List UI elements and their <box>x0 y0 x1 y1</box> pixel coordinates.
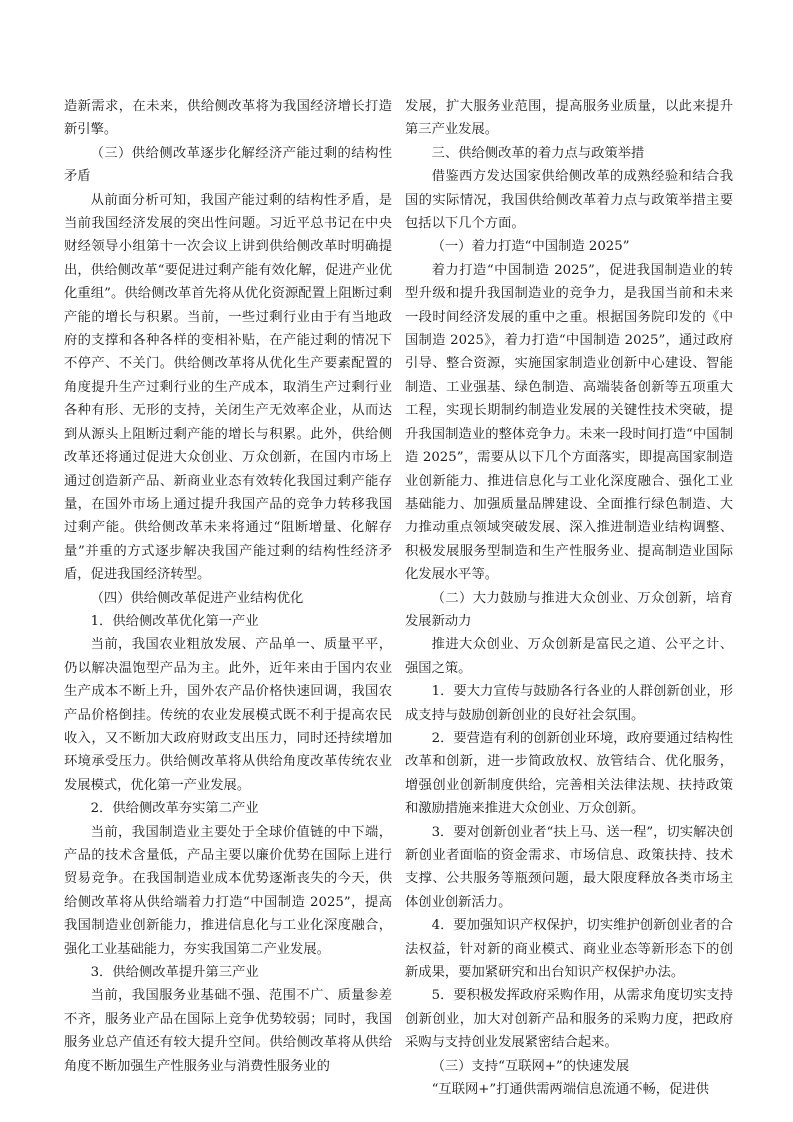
subsection-heading: 1．供给侧改革优化第一产业 <box>90 613 259 629</box>
body-paragraph: 从前面分析可知，我国产能过剩的结构性矛盾，是当前我国经济发展的突出性问题。习近平总书记在中央财经领导小组第十一次会议上讲到供给侧改革时明确提出，供给侧改革“要促进过剩产能有效化解，促进产业优化重组”。供给侧改革首先将从优化资源配置上阻断过剩产能的增长与积累。当前，一些过剩行业由于有当地政府的支撑和各种各样的变相补贴，在产能过剩的情况下不停产、不关门。供给侧改革将从优化生产要素配置的角度提升生产过剩行业的生产成本，取消生产过剩行业各种有形、无形的支持，关闭生产无效率企业，从而达到从源头上阻断过剩产能的增长与积累。此外，供给侧改革还将通过促进大众创业、万众创新，在国内市场上通过创造新产品、新商业业态有效转化我国过剩产能存量，在国外市场上通过提升我国产品的竞争力转移我国过剩产能。供给侧改革未来将通过“阻断增量、化解存量”并重的方式逐步解决我国产能过剩的结构性经济矛盾，促进我国经济转型。 <box>64 192 392 583</box>
list-item: 2．要营造有利的创新创业环境，政府要通过结构性改革和创新，进一步简政放权、放管结合、优化服务，增强创业创新制度供给，完善相关法律法规、扶持政策和激励措施来推进大众创业、万众创新。 <box>405 730 733 817</box>
chapter-heading: 三、供给侧改革的着力点与政策举措 <box>431 145 645 161</box>
body-paragraph: 推进大众创业、万众创新是富民之道、公平之计、强国之策。 <box>405 637 733 676</box>
subsection-heading: 2．供给侧改革夯实第二产业 <box>90 801 259 817</box>
section-heading: （一）着力打造“中国制造 2025” <box>431 239 630 255</box>
right-column <box>405 95 733 1101</box>
list-item: 3．要对创新创业者“扶上马、送一程”，切实解决创新创业者面临的资金需求、市场信息、政策扶持、技术支撑、公共服务等瓶颈问题，最大限度释放各类市场主体创业创新活力。 <box>405 824 733 910</box>
list-item: 5．要积极发挥政府采购作用，从需求角度切实支持创新创业，加大对创新产品和服务的采购力度，把政府采购与支持创业发展紧密结合起来。 <box>405 988 733 1051</box>
body-paragraph: 当前，我国服务业基础不强、范围不广、质量参差不齐，服务业产品在国际上竞争优势较弱；同时，我国服务业总产值还有较大提升空间。供给侧改革将从供给角度不断加强生产性服务业与消费性服务业的 <box>64 988 392 1074</box>
body-paragraph: 当前，我国农业粗放发展、产品单一、质量平平，仍以解决温饱型产品为主。此外，近年来由于国内农业生产成本不断上升，国外农产品价格快速回调，我国农产品价格倒挂。传统的农业发展模式既不利于提高农民收入，又不断加大政府财政支出压力，同时还持续增加环境承受压力。供给侧改革将从供给角度改革传统农业发展模式，优化第一产业发展。 <box>64 637 392 793</box>
continuation-paragraph: 发展，扩大服务业范围，提高服务业质量，以此来提升第三产业发展。 <box>405 99 733 138</box>
section-heading: （四）供给侧改革促进产业结构优化 <box>90 590 304 606</box>
body-paragraph: 当前，我国制造业主要处于全球价值链的中下端，产品的技术含量低，产品主要以廉价优势在国际上进行贸易竞争。在我国制造业成本优势逐渐丧失的今天，供给侧改革将从供给端着力打造“中国制造 2025”，提高我国制造业创新能力，推进信息化与工业化深度融合，强化工业基础能力，夯实我国第二产业发展。 <box>64 824 392 957</box>
body-paragraph: 着力打造“中国制造 2025”，促进我国制造业的转型升级和提升我国制造业的竞争力，是我国当前和未来一段时间经济发展的重中之重。根据国务院印发的《中国制造 2025》，着力打造“中国制造 2025”，通过政府引导、整合资源，实施国家制造业创新中心建设、智能制造、工业强基、绿色制造、高端装备创新等五项重大工程，实现长期制约制造业发展的关键性技术突破，提升我国制造业的整体竞争力。未来一段时间打造“中国制造 2025”，需要从以下几个方面落实，即提高国家制造业创新能力、推进信息化与工业化深度融合、强化工业基础能力、加强质量品牌建设、全面推行绿色制造、大力推动重点领域突破发展、深入推进制造业结构调整、积极发展服务型制造和生产性服务业、提高制造业国际化发展水平等。 <box>405 262 733 583</box>
continuation-paragraph: 造新需求，在未来，供给侧改革将为我国经济增长打造新引擎。 <box>64 99 392 138</box>
body-paragraph: 借鉴西方发达国家供给侧改革的成熟经验和结合我国的实际情况，我国供给侧改革着力点与政策举措主要包括以下几个方面。 <box>405 169 733 232</box>
subsection-heading: 3．供给侧改革提升第三产业 <box>90 965 259 981</box>
section-heading: （三）支持“互联网+”的快速发展 <box>431 1058 630 1074</box>
list-item: 1．要大力宣传与鼓励各行各业的人群创新创业，形成支持与鼓励创新创业的良好社会氛围。 <box>405 684 733 723</box>
section-heading: （二）大力鼓励与推进大众创业、万众创新，培育发展新动力 <box>405 590 733 629</box>
body-paragraph: “互联网+”打通供需两端信息流通不畅，促进供 <box>431 1082 709 1098</box>
left-column <box>64 95 392 1078</box>
section-heading: （三）供给侧改革逐步化解经济产能过剩的结构性矛盾 <box>64 145 392 185</box>
list-item: 4．要加强知识产权保护，切实维护创新创业者的合法权益，针对新的商业模式、商业业态等新形态下的创新成果，要加紧研究和出台知识产权保护办法。 <box>405 918 733 981</box>
